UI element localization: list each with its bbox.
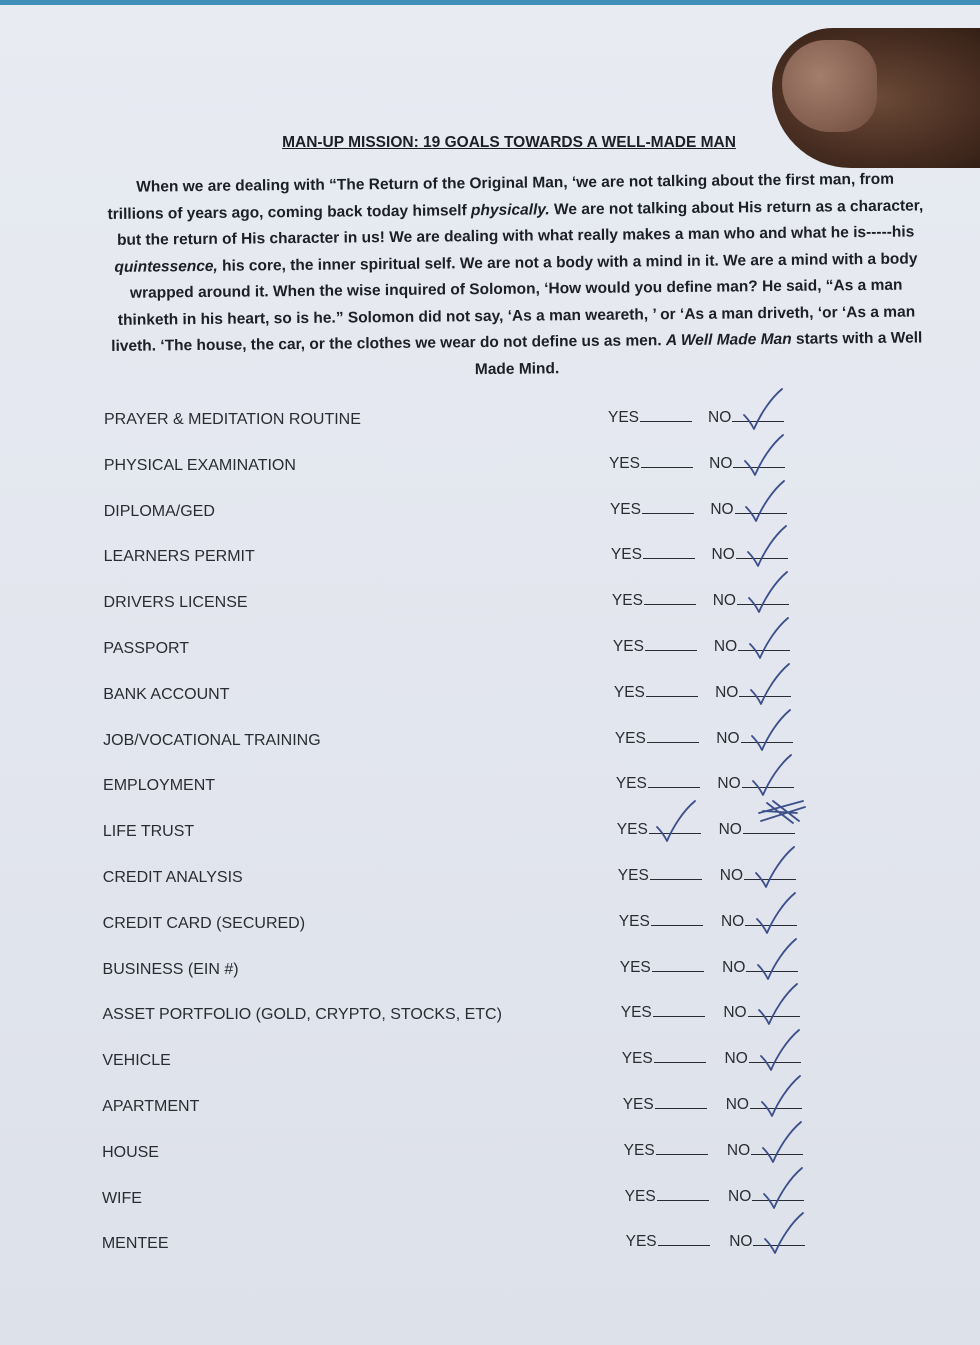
yes-answer-field[interactable] [608,407,692,427]
goal-label: PASSPORT [103,640,190,657]
yes-blank-line [650,865,702,880]
yes-blank-line [644,590,696,605]
no-label: NO [716,729,740,747]
check-mark-icon [740,385,800,435]
yes-label: YES [617,867,649,884]
yes-blank-line [658,1231,710,1246]
no-label: NO [712,592,736,610]
yes-blank-line [646,682,698,697]
no-label: NO [708,409,732,426]
check-mark-icon [653,797,713,847]
yes-answer-field[interactable] [615,728,699,748]
yes-blank-line [641,453,693,468]
goal-label: LIFE TRUST [102,823,195,841]
yes-answer-field[interactable] [621,1002,705,1022]
document-title: MAN-UP MISSION: 19 GOALS TOWARDS A WELL-MADE MAN [282,134,736,151]
scribble-mark-icon [753,793,813,833]
goal-row [103,869,863,899]
yes-blank-line [654,1048,706,1063]
yes-blank-line [647,728,699,743]
goal-label: CREDIT CARD (SECURED) [102,914,306,932]
no-label: NO [726,1141,751,1159]
intro-paragraph: When we are dealing with “The Return of the Original Man, ‘we are not talking about the first man, from trillions of years ago, coming back today himself physically. We are not talking about His return as a character, but the return of His character in us! We are dealing with what really makes a man who and what he is-----his quintessence, his core, the inner spiritual self. We are not a body with a mind in it. We are a mind with a body wrapped around it. When the wise inquired of Solomon, ‘How would you define man? He said, “As a man thinketh in his heart, so is he.” Solomon did not say, ‘As a man weareth, ’ or ‘As a man driveth, ‘or ‘As a man liveth. ‘The house, the car, or the clothes we wear do not define us as men. A Well Made Man starts with a Well Made Mind. [107,170,924,378]
goal-label: LEARNERS PERMIT [103,548,255,566]
yes-answer-field[interactable] [616,773,700,793]
yes-label: YES [610,546,642,564]
yes-answer-field[interactable] [622,1048,706,1068]
thumbnail [782,40,877,132]
no-label: NO [718,821,742,839]
goal-row [102,1098,862,1128]
check-mark-icon [748,706,808,756]
check-mark-icon [753,889,813,939]
goal-label: WIFE [101,1189,142,1207]
no-label: NO [725,1096,749,1113]
check-mark-icon [761,1209,821,1259]
goal-label: PHYSICAL EXAMINATION [103,456,296,474]
goal-label: MENTEE [101,1235,169,1253]
yes-label: YES [612,638,644,655]
yes-blank-line [640,407,692,422]
check-mark-icon [760,1164,820,1214]
check-mark-icon [757,1026,817,1076]
no-label: NO [711,546,735,564]
yes-label: YES [623,1141,655,1159]
yes-answer-field[interactable] [620,957,704,977]
goal-row [102,1141,862,1174]
yes-label: YES [609,500,641,518]
goal-label: APARTMENT [102,1098,200,1115]
no-label: NO [717,775,741,793]
goal-label: BANK ACCOUNT [103,685,230,703]
goal-label: DIPLOMA/GED [103,502,215,520]
yes-blank-line [653,1002,705,1017]
no-label: NO [713,638,738,655]
goal-row [102,912,863,945]
goal-row [103,777,863,807]
yes-label: YES [608,454,640,472]
yes-answer-field[interactable] [626,1231,710,1251]
check-mark-icon [752,843,812,893]
goal-label: BUSINESS (EIN #) [102,960,239,978]
no-label: NO [710,500,734,518]
yes-label: YES [611,592,643,610]
yes-answer-field[interactable] [612,590,696,610]
yes-label: YES [624,1187,656,1205]
goal-label: HOUSE [102,1143,159,1161]
goal-label: PRAYER & MEDITATION ROUTINE [104,411,361,428]
no-label: NO [719,867,744,884]
no-label: NO [722,958,746,976]
yes-label: YES [613,683,645,701]
yes-label: YES [621,1050,653,1068]
yes-blank-line [652,957,704,972]
check-mark-icon [746,614,806,664]
yes-answer-field[interactable] [624,1140,708,1160]
yes-blank-line [657,1186,709,1201]
no-label: NO [709,454,733,472]
check-mark-icon [745,568,805,618]
no-label: NO [715,683,739,701]
goal-row [102,1006,862,1036]
yes-blank-line [642,499,694,514]
no-label: NO [720,912,745,930]
goal-row [103,823,863,853]
yes-label: YES [625,1233,657,1251]
yes-blank-line [648,773,700,788]
goal-label: ASSET PORTFOLIO (GOLD, CRYPTO, STOCKS, ETC) [102,1006,502,1024]
yes-answer-field[interactable] [619,911,703,931]
yes-label: YES [615,775,647,793]
goal-row [101,1187,862,1220]
yes-label: YES [618,912,650,930]
yes-label: YES [622,1096,654,1113]
check-mark-icon [744,522,804,572]
yes-label: YES [616,821,648,839]
no-label: NO [729,1233,753,1251]
goal-label: DRIVERS LICENSE [103,594,248,612]
yes-blank-line [651,911,703,926]
no-label: NO [728,1187,752,1205]
no-label: NO [723,1004,747,1022]
check-mark-icon [747,660,807,710]
yes-blank-line [645,636,697,651]
check-mark-icon [759,1118,819,1168]
yes-blank-line [655,1094,707,1109]
yes-blank-line [643,544,695,559]
yes-label: YES [620,1004,652,1022]
background-strip [0,0,980,5]
yes-answer-field[interactable] [614,682,698,702]
check-mark-icon [742,477,802,527]
yes-label: YES [608,409,640,426]
goal-label: JOB/VOCATIONAL TRAINING [103,731,321,749]
yes-blank-line [656,1140,708,1155]
yes-answer-field[interactable] [611,544,695,564]
goal-label: CREDIT ANALYSIS [102,869,243,886]
goal-label: EMPLOYMENT [103,777,216,795]
yes-answer-field[interactable] [625,1186,709,1206]
yes-answer-field[interactable] [618,865,702,885]
yes-label: YES [614,729,646,747]
check-mark-icon [741,431,801,481]
goal-row [102,1235,862,1265]
yes-label: YES [619,958,651,976]
check-mark-icon [754,935,814,985]
check-mark-icon [755,980,815,1030]
yes-answer-field[interactable] [610,499,694,519]
check-mark-icon [758,1072,818,1122]
yes-answer-field[interactable] [613,636,697,656]
yes-answer-field[interactable] [623,1094,707,1114]
goal-label: VEHICLE [102,1052,171,1070]
yes-answer-field[interactable] [609,453,693,473]
goal-row [102,1052,862,1082]
no-label: NO [724,1050,748,1068]
goal-row [102,958,863,991]
